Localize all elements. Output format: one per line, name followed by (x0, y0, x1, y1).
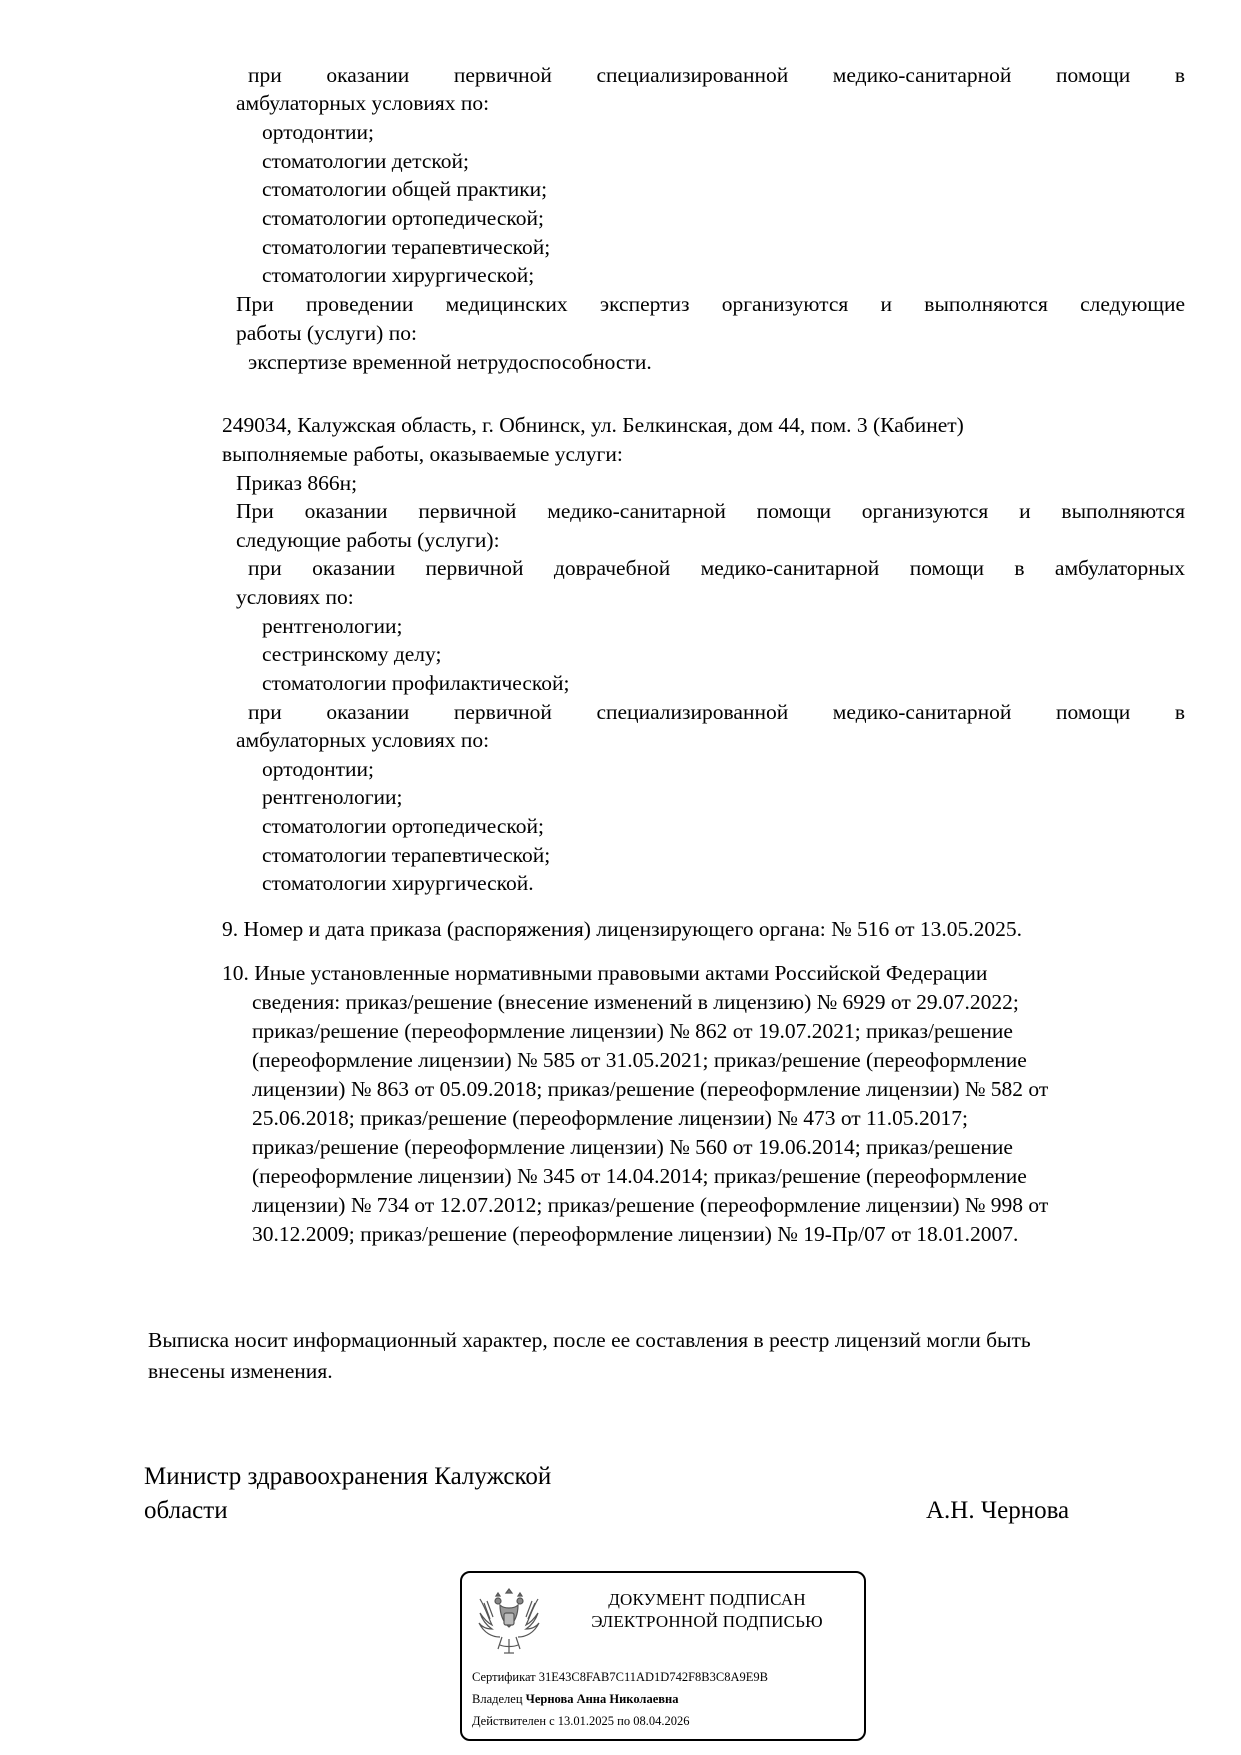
item-10-first-line: 10. Иные установленные нормативными правовыми актами Российской Федерации (222, 961, 988, 985)
list-item: стоматологии хирургической; (262, 263, 535, 287)
list-item: стоматологии терапевтической; (262, 235, 551, 259)
signatory-position-line2: области (144, 1497, 228, 1524)
list-item: стоматологии детской; (262, 149, 469, 173)
list-item: стоматологии ортопедической; (262, 206, 545, 230)
prehospital-line1: при оказании первичной доврачебной медико-санитарной помощи в амбулаторных (248, 556, 1185, 580)
expertise-item: экспертизе временной нетрудоспособности. (248, 350, 652, 374)
order-866n: Приказ 866н; (236, 471, 358, 495)
list-item: стоматологии общей практики; (262, 177, 548, 201)
double-headed-eagle-icon (476, 1583, 542, 1659)
list-item: сестринскому делу; (262, 642, 442, 666)
primary-care-line2: следующие работы (услуги): (236, 528, 500, 552)
spec-intro-line1: при оказании первичной специализированной медико-санитарной помощи в (248, 63, 1185, 87)
certificate-label: Сертификат (472, 1670, 536, 1684)
spec-line1: при оказании первичной специализированной медико-санитарной помощи в (248, 700, 1185, 724)
item-10-line: приказ/решение (переоформление лицензии) № 560 от 19.06.2014; приказ/решение (252, 1135, 1013, 1159)
list-item: стоматологии профилактической; (262, 671, 570, 695)
item-10-line: (переоформление лицензии) № 345 от 14.04.2014; приказ/решение (переоформление (252, 1164, 1027, 1188)
item-10-line: 25.06.2018; приказ/решение (переоформление лицензии) № 473 от 11.05.2017; (252, 1106, 968, 1130)
spec-intro-line2: амбулаторных условиях по: (236, 91, 490, 115)
owner-row (472, 1691, 678, 1707)
expertise-line1: При проведении медицинских экспертиз организуются и выполняются следующие (236, 292, 1185, 316)
list-item: ортодонтии; (262, 120, 375, 144)
note-line1: Выписка носит информационный характер, после ее составления в реестр лицензий могли быть (148, 1328, 1031, 1352)
item-10-line: приказ/решение (переоформление лицензии) № 862 от 19.07.2021; приказ/решение (252, 1019, 1013, 1043)
works-heading: выполняемые работы, оказываемые услуги: (222, 442, 623, 466)
note-line2: внесены изменения. (148, 1359, 333, 1383)
list-item: стоматологии терапевтической; (262, 843, 551, 867)
validity-period: Действителен с 13.01.2025 по 08.04.2026 (472, 1714, 690, 1728)
prehospital-line2: условиях по: (236, 585, 354, 609)
item-10-line: 30.12.2009; приказ/решение (переоформление лицензии) № 19-Пр/07 от 18.01.2007. (252, 1222, 1019, 1246)
certificate-value: 31E43C8FAB7C11AD1D742F8B3C8A9E9B (538, 1670, 768, 1684)
address: 249034, Калужская область, г. Обнинск, ул. Белкинская, дом 44, пом. 3 (Кабинет) (222, 413, 964, 437)
owner-value: Чернова Анна Николаевна (525, 1692, 679, 1706)
list-item: стоматологии хирургической. (262, 871, 534, 895)
signatory-position-line1: Министр здравоохранения Калужской (144, 1463, 552, 1490)
item-9: 9. Номер и дата приказа (распоряжения) лицензирующего органа: № 516 от 13.05.2025. (222, 917, 1023, 941)
stamp-title-line1: ДОКУМЕНТ ПОДПИСАН (608, 1590, 806, 1609)
electronic-signature-stamp (460, 1571, 866, 1741)
list-item: рентгенологии; (262, 614, 403, 638)
list-item: рентгенологии; (262, 785, 403, 809)
signatory-name: А.Н. Чернова (926, 1497, 1070, 1524)
owner-label: Владелец (472, 1692, 523, 1706)
spec-line2: амбулаторных условиях по: (236, 728, 490, 752)
stamp-title-line2: ЭЛЕКТРОННОЙ ПОДПИСЬЮ (591, 1612, 823, 1631)
item-10-line: лицензии) № 734 от 12.07.2012; приказ/решение (переоформление лицензии) № 998 от (252, 1193, 1049, 1217)
list-item: стоматологии ортопедической; (262, 814, 545, 838)
primary-care-line1: При оказании первичной медико-санитарной помощи организуются и выполняются (236, 499, 1185, 523)
certificate-row (472, 1669, 768, 1685)
item-10-line: (переоформление лицензии) № 585 от 31.05.2021; приказ/решение (переоформление (252, 1048, 1027, 1072)
item-10-line: сведения: приказ/решение (внесение изменений в лицензию) № 6929 от 29.07.2022; (252, 990, 1019, 1014)
expertise-line2: работы (услуги) по: (236, 321, 417, 345)
list-item: ортодонтии; (262, 757, 375, 781)
item-10-line: лицензии) № 863 от 05.09.2018; приказ/решение (переоформление лицензии) № 582 от (252, 1077, 1049, 1101)
